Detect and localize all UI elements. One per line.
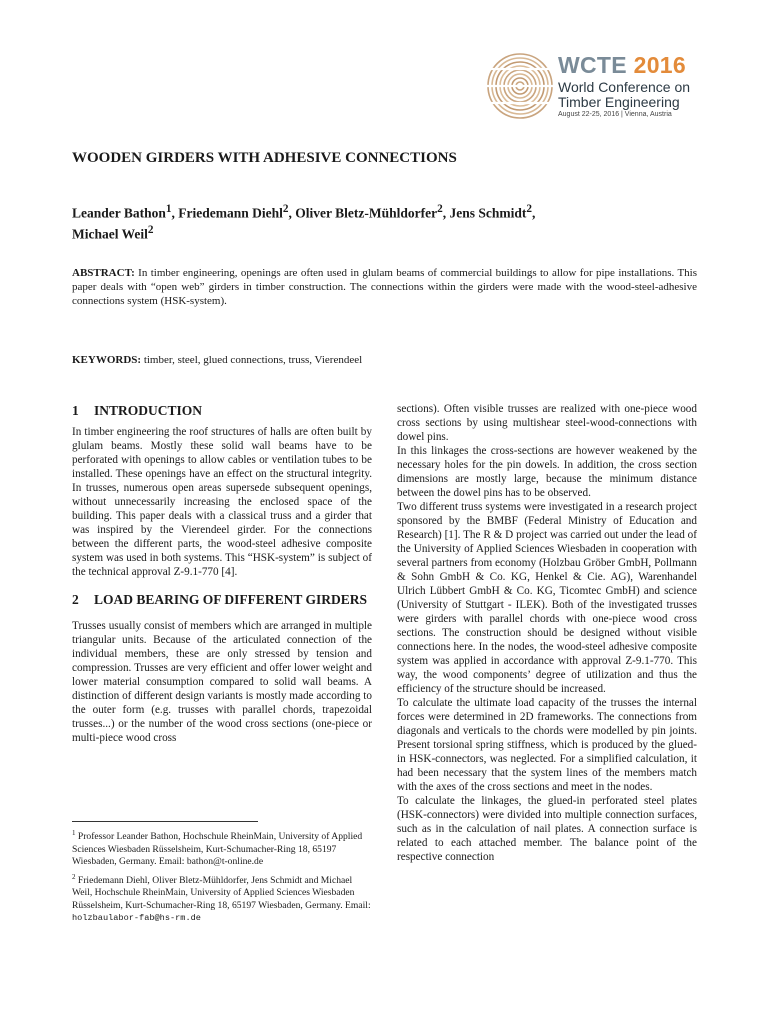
paragraph: Trusses usually consist of members which are arranged in multiple triangular units. Because of the articulated connection of the individual members, these are only stressed by tension and compression. Trusses are very efficient and offer lower weight and lower material consumption compared to solid wall beams. A distinction of different design variants is mostly made according to the outer form (e.g. trusses with parallel chords, trapezoidal trusses...) or the number of the wood cross sections (one-piece or multi-piece wood cross [72, 620, 372, 744]
paragraph: In this linkages the cross-sections are however weakened by the necessary holes for the pin dowels. In addition, the cross section dimensions are mostly large, because the minimum distance between the dowel pins has to be observed. [397, 445, 697, 499]
logo-conference-name: World Conference on Timber Engineering [558, 79, 691, 110]
logo-date: August 22-25, 2016 | Vienna, Austria [558, 111, 672, 118]
paragraph: To calculate the linkages, the glued-in perforated steel plates (HSK-connectors) were divided into multiple connection surfaces, such as in the calculation of nail plates. A connection surface is related to each attached member. The balance point of the respective connection [397, 795, 697, 863]
paragraph: In timber engineering the roof structures of halls are often built by glulam beams. Mostly these solid wall beams have to be perforated with openings to allow cables or ventilation tubes to be installed. These openings have an effect on the structural integrity. In trusses, numerous open areas supersede subsequent openings, without unnecessarily increasing the enclosed space of the building. This paper deals with a classical truss and a girder that was inspired by the Vierendeel girder. For the connections between the different parts, the wood-steel adhesive composite system was used in both systems. This “HSK-system” is subject of the technical approval Z-9.1-770 [4]. [72, 426, 372, 578]
paragraph: Two different truss systems were investigated in a research project sponsored by the BMBF (Federal Ministry of Education and Research) [1]. The R & D project was carried out under the lead of the University of Applied Sciences Wiesbaden in cooperation with several partners from economy (Holzbau Gröber GmbH, Pollmann & Sohn GmbH & Co. KG, Henkel & Cie. AG), Warenhandel Ulrich Lübbert GmbH & Co. KG, Ticomtec GmbH) and science (University of Stuttgart - ILEK). Both of the investigated trusses were girders with parallel chords with one-piece wood cross sections. The construction should be designed without visible connections here. In the nodes, the wood-steel adhesive composite system was applied in accordance with approval Z-9.1-770. This way, the wood components’ degree of utilization and thus the efficiency of the structure should be increased. [397, 501, 697, 695]
keywords-label: KEYWORDS: [72, 354, 142, 366]
right-column [397, 402, 697, 864]
footnotes [72, 827, 372, 925]
footnote-divider [72, 821, 258, 822]
footnote-1: $^1$ Professor Leander Bathon, Hochschule RheinMain, University of Applied Sciences Wiesbaden Rüsselsheim, Kurt-Schumacher-Ring 18, 65197 Wiesbaden, Germany. Email: bathon@t-online.de [72, 829, 363, 868]
keywords: KEYWORDS: timber, steel, glued connections, truss, Vierendeel [72, 354, 363, 366]
logo-title: WCTE 2016 [558, 52, 686, 78]
footnote-email: holzbaulabor-fab@hs-rm.de [72, 913, 201, 924]
abstract: ABSTRACT: In timber engineering, openings are often used in glulam beams of commercial buildings to allow for pipe installations. This paper deals with “open web” girders in timber construction. The connections within the girders were made with the wood-steel-adhesive connections system (HSK-system). [72, 267, 697, 307]
footnote-2: $^2$ Friedemann Diehl, Oliver Bletz-Mühldorfer, Jens Schmidt and Michael Weil, Hochschule RheinMain, University of Applied Sciences Wiesbaden Rüsselsheim, Kurt-Schumacher-Ring 18, 65197 Wiesbaden, Germany. Email: holzbaulabor-fab@hs-rm.de [72, 872, 371, 924]
paragraph: sections). Often visible trusses are realized with one-piece wood cross sections by using multishear steel-wood-connections with dowel pins. [397, 403, 697, 443]
section-heading-load-bearing: 2 LOAD BEARING OF DIFFERENT GIRDERS [72, 592, 368, 607]
paper-title: WOODEN GIRDERS WITH ADHESIVE CONNECTIONS [72, 150, 457, 166]
conference-logo [486, 52, 696, 122]
abstract-label: ABSTRACT: [72, 267, 135, 279]
left-column [72, 402, 372, 745]
paragraph: To calculate the ultimate load capacity of the trusses the internal forces were determined in 2D frameworks. The connections from diagonals and verticals to the chords were modelled by pin joints. Present torsional spring stiffness, which is produced by the glued-in HSK-connectors, was neglected. For a simplified calculation, it had been necessary that the system lines of the members match with the axes of the cross sections and meet in the nodes. [397, 697, 697, 793]
section-heading-introduction: 1 INTRODUCTION [72, 403, 203, 418]
tree-rings-logo-icon [486, 52, 554, 120]
author-list: Leander Bathon$^1$, Friedemann Diehl$^2$, Oliver Bletz-Mühldorfer$^2$, Jens Schmidt$^2$, Michael Weil$^2$ [72, 203, 536, 241]
